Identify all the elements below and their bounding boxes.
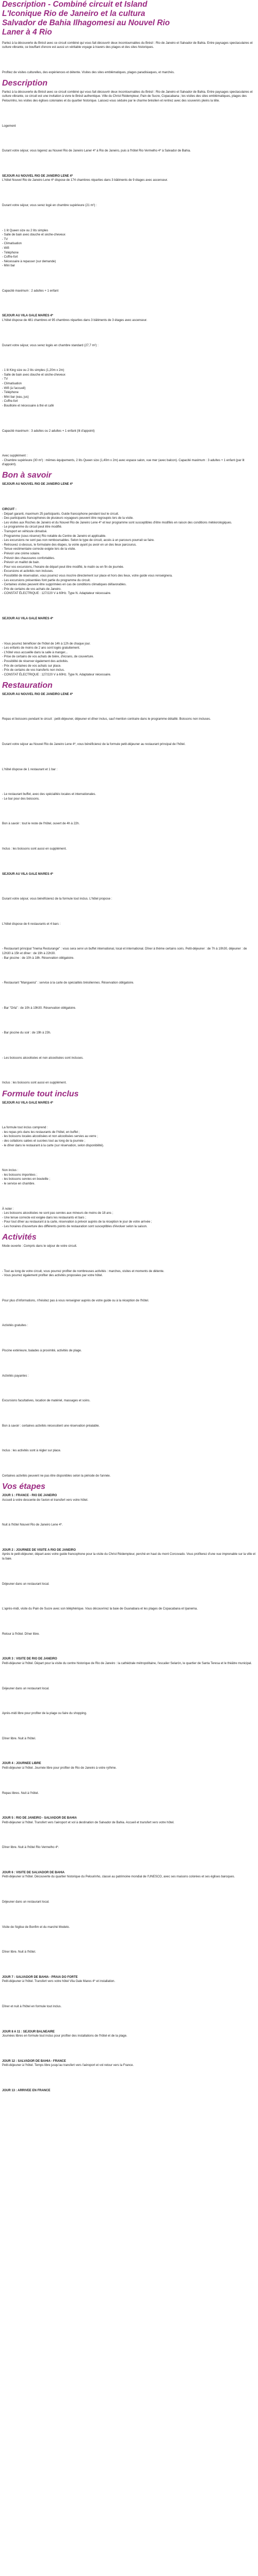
paragraph: Certaines activités peuvent ne pas être disponibles selon la période de l'année. (2, 1474, 111, 1478)
paragraph: - Téléphone (2, 391, 19, 395)
spacer (2, 277, 256, 281)
paragraph: - CONSTAT ÉLECTRIQUE : 127/220 V à 60Hz. Type N. Adaptateur nécessaire. (2, 673, 111, 676)
paragraph: Partez à la découverte du Brésil avec ce circuit combiné qui vous fait découvrir deux incontournables du Brésil : Rio de Janeiro et Salvador de Bahia. Entre paysages spectaculaires et culture vibrante, ce circuit est une invitation à vivre le Brésil authentique. Ville du Christ Rédempteur, Pain de Sucre, Copacabana ; les visites des sites emblématiques, plages des Pelourinho, les visites des églises coloniales et du quartier historique. Laissez-vous séduire par le charme brésilien et rentrez avec des souvenirs pleins la tête. (2, 90, 253, 103)
paragraph: L'hôtel dispose de 6 restaurants et 4 bars : (2, 922, 61, 926)
section (2, 41, 256, 75)
spacer (2, 1386, 256, 1391)
paragraph: - Les boissons alcoolisées et non alcoolisées sont incluses. (2, 1056, 84, 1060)
section-title: Bon à savoir (2, 471, 52, 480)
banner-line: Salvador de Bahia Ilhagomesi au Nouvel Rio (2, 19, 170, 27)
spacer (2, 1858, 256, 1862)
subheading: JOUR 13 : ARRIVEE EN FRANCE (2, 2089, 51, 2092)
paragraph: - Prévoir des chaussures confortables. (2, 556, 55, 560)
paragraph: - Programme (sous réserve) Rio notable du Centre de Janeiro et applicable. (2, 534, 106, 538)
paragraph: Durant votre séjour, vous logerez au Nouvel Rio de Janeiro Laner 4* à Rio de Janeiro, puis à l'hôtel Rio Vermelho 4* à Salvador de Bahia. (2, 149, 191, 153)
paragraph: Déjeuner dans un restaurant local. (2, 1901, 50, 1904)
paragraph: Activités payantes : (2, 1374, 29, 1378)
paragraph: - Une tenue correcte est exigée dans les restaurants et bars ; (2, 1216, 86, 1219)
paragraph: L'hôtel dispose de 481 chambres et 95 chambres réparties dans 3 bâtiments de 3 étages avec ascenseur. (2, 319, 148, 323)
paragraph: - les boissons servies en bouteille ; (2, 1178, 51, 1181)
paragraph: Dîner et nuit à l'hôtel en formule tout inclus. (2, 2005, 62, 2009)
section-title: Formule tout inclus (2, 1089, 79, 1098)
paragraph: Déjeuner dans un restaurant local. (2, 1582, 50, 1586)
spacer (2, 885, 256, 889)
spacer (2, 216, 256, 221)
paragraph: Dîner libre. Nuit à l'hôtel. (2, 1737, 36, 1740)
paragraph: La formule tout inclus comprend : (2, 1126, 48, 1130)
spacer (2, 1749, 256, 1753)
spacer (2, 417, 256, 421)
section (2, 79, 256, 467)
spacer (2, 1620, 256, 1624)
spacer (2, 1963, 256, 1967)
section-title: Description (2, 78, 48, 88)
spacer (2, 1156, 256, 1160)
page (2, 0, 256, 2101)
subheading: SEJOUR AU NOUVEL RIO DE JANEIRO LENE 4* (2, 174, 73, 178)
paragraph: - le dîner dans le restaurant à la carte (sur réservation, selon disponibilité). (2, 1144, 104, 1147)
spacer (2, 969, 256, 973)
section (2, 1233, 256, 1479)
spacer (2, 162, 256, 166)
spacer (2, 1311, 256, 1315)
spacer (2, 994, 256, 998)
paragraph: - Pour vos excursions, l'horaire de départ peut être modifié, le matin ou en fin de journée. (2, 565, 124, 569)
paragraph: Petit-déjeuner à l'hôtel. Transfert vers votre hôtel Vila Gale Mares 4* et installation. (2, 1980, 116, 1984)
paragraph: - Retrouvez ci-dessus, le formulaire des étapes, la voirie ayant pu avoir en un des lieux parcourus. (2, 543, 137, 547)
subheading: JOUR 6 : VISITE DE SALVADOR DE BAHIA (2, 1871, 65, 1874)
spacer (2, 780, 256, 784)
banner-line: L'Iconique Rio de Janeiro et la cultura (2, 9, 146, 18)
paragraph: - Les excursions ne sont pas non remboursables. Selon le type de circuit, accès à un parcours pourrait se faire. (2, 539, 155, 543)
paragraph: Capacité maximum : 2 adultes + 1 enfant (2, 289, 59, 293)
spacer (2, 1462, 256, 1466)
spacer (2, 630, 256, 634)
paragraph: Inclus : les activités sont à régler sur place. (2, 1449, 61, 1453)
subheading: JOUR 7 : SALVADOR DE BAHIA - PRAIA DO FORTE (2, 1975, 78, 1979)
spacer (2, 935, 256, 939)
section-title: Restauration (2, 681, 53, 690)
paragraph: Profitez de visites culturelles, des expériences et détente. Visites des sites emblématiques, plages paradisiaques, et marchés. (2, 71, 175, 74)
paragraph: Mode ouverte : Compris dans le séjour de votre circuit. (2, 1244, 77, 1248)
spacer (2, 58, 256, 62)
paragraph: - Tenue vestimentaire correcte exigée lors de la visite. (2, 548, 76, 551)
paragraph: Dîner libre. Nuit à l'hôtel. (2, 1951, 36, 1954)
spacer (2, 1645, 256, 1649)
paragraph: - Climatisation (2, 382, 22, 386)
paragraph: - Pour tout dîner au restaurant à la carte, réservation à prévoir auprès de la réception le jour de votre arrivée ; (2, 1221, 152, 1224)
paragraph: Activités gratuites : (2, 1324, 28, 1328)
spacer (2, 755, 256, 759)
spacer (2, 191, 256, 195)
paragraph: - Départ garanti, maximum 25 participants. Guide francophone pendant tout le circuit. (2, 512, 119, 516)
spacer (2, 1336, 256, 1341)
paragraph: Non inclus : (2, 1169, 19, 1173)
paragraph: - Bar "Orla" : de 10h à 19h30. Réservation obligatoire. (2, 1006, 76, 1010)
spacer (2, 1724, 256, 1728)
spacer (2, 1044, 256, 1048)
paragraph: Bon à savoir : certaines activités nécessitent une réservation préalable. (2, 1424, 100, 1428)
paragraph: Déjeuner dans un restaurant local. (2, 1687, 50, 1690)
paragraph: - Transport en véhicule climatisé. (2, 530, 47, 534)
spacer (2, 1888, 256, 1892)
subheading: SEJOUR AU VILA GALE MARES 4* (2, 872, 53, 876)
subheading: SEJOUR AU VILA GALE MARES 4* (2, 314, 53, 318)
spacer (2, 1069, 256, 1073)
paragraph: L'hôtel Nouvel Rio de Janeiro Lene 4* dispose de 174 chambres réparties dans 3 bâtiments de 9 étages avec ascenseur. (2, 179, 168, 182)
paragraph: - Prix de certains de vos achats de Janeiro. (2, 587, 62, 591)
paragraph: Durant votre séjour, vous bénéficierez de la formule tout inclus. L'hôtel propose : (2, 897, 112, 901)
spacer (2, 1804, 256, 1808)
paragraph: Petit-déjeuner à l'hôtel. Temps libre jusqu'au transfert vers l'aéroport et vol retour vers la France. (2, 2064, 134, 2067)
paragraph: - Possibilité de réservation, vous pourrez vous inscrire directement sur place et hors des lieux, votre guide vous renseignera. (2, 574, 173, 578)
spacer (2, 705, 256, 709)
spacer (2, 1992, 256, 1996)
paragraph: - Salle de bain avec douche et sèche-cheveux (2, 373, 66, 377)
banner-line: Description - Combiné circuit et Island (2, 0, 148, 9)
subheading: SEJOUR AU NOUVEL RIO DE JANEIRO LENE 4* (2, 483, 73, 486)
spacer (2, 495, 256, 499)
paragraph: - Prix de certains de vos transferts non inclus. (2, 669, 65, 672)
paragraph: Bon à savoir : tout le reste de l'hôtel, ouvert de 4h à 22h. (2, 822, 80, 826)
subheading: SEJOUR AU VILA GALE MARES 4* (2, 1101, 53, 1105)
paragraph: - Nécessaire à repasser (sur demande) (2, 260, 56, 263)
spacer (2, 137, 256, 141)
spacer (2, 1779, 256, 1783)
subheading: JOUR 8 A 11 : SEJOUR BALNEAIRE (2, 2030, 55, 2033)
spacer (2, 835, 256, 839)
paragraph: - TV (2, 378, 8, 381)
section (2, 681, 256, 1086)
spacer (2, 1362, 256, 1366)
spacer (2, 1938, 256, 1942)
spacer (2, 910, 256, 914)
spacer (2, 331, 256, 335)
paragraph: Retour à l'hôtel. Dîner libre. (2, 1632, 40, 1636)
spacer (2, 1570, 256, 1574)
paragraph: Petit-déjeuner à l'hôtel. Journée libre pour profiter de Rio de Janeiro à votre rythme. (2, 1766, 117, 1770)
spacer (2, 2018, 256, 2022)
subheading: JOUR 4 : JOURNEE LIBRE (2, 1762, 41, 1766)
spacer (2, 1511, 256, 1515)
paragraph: Petit-déjeuner à l'hôtel. Découverte du quartier historique du Pelourinho, classé au patrimoine mondial de l'UNESCO, avec ses maisons colorées et ses églises baroques. (2, 1875, 235, 1879)
paragraph: Accueil à votre descente de l'avion et transfert vers votre hôtel. (2, 1498, 88, 1502)
paragraph: - le service en chambre. (2, 1182, 36, 1185)
spacer (2, 112, 256, 116)
paragraph: Durant votre séjour, vous serez logés en chambre standard (27,7 m²) : (2, 344, 99, 347)
paragraph: - Le restaurant buffet, avec des spécialités locales et internationales. (2, 793, 96, 796)
spacer (2, 301, 256, 306)
paragraph: Petit-déjeuner à l'hôtel. Départ pour la visite du centre historique de Rio de Janeiro : la cathédrale métropolitaine, l'escalier Selarón, le quartier de Santa Teresa et le théâtre municipal. (2, 1662, 252, 1665)
paragraph: - Les enfants de moins de 2 ans sont logés gratuitement. (2, 647, 80, 650)
subheading: JOUR 1 : FRANCE - RIO DE JANEIRO (2, 1494, 57, 1497)
paragraph: - les repas pris dans les restaurants de l'hôtel, en buffet ; (2, 1130, 80, 1134)
paragraph: - Prix de certaines de vos achats sur place. (2, 664, 61, 668)
paragraph: Durant votre séjour, vous serez logé en chambre supérieure (21 m²) : (2, 204, 97, 207)
paragraph: - CONSTAT ÉLECTRIQUE : 127/220 V à 60Hz. Type N. Adaptateur nécessaire. (2, 592, 111, 596)
spacer (2, 1699, 256, 1703)
paragraph: - TV (2, 238, 8, 241)
paragraph: - 1 lit King size ou 2 lits simples (1,20m x 2m) (2, 369, 64, 372)
paragraph: - Bouilloire et nécessaire à thé et café (2, 404, 54, 408)
paragraph: Journées libres en formule tout inclus pour profiter des installations de l'hôtel et de la plage. (2, 2035, 127, 2038)
paragraph: Nuit à l'hôtel Nouvel Rio de Janeiro Lene 4*. (2, 1523, 63, 1527)
section (2, 471, 256, 677)
paragraph: - Certaines visites peuvent être supprimées en cas de conditions climatiques défavorables. (2, 583, 127, 587)
paragraph: - Les excursions présentées font partie du programme du circuit. (2, 579, 91, 582)
spacer (2, 1833, 256, 1837)
spacer (2, 2076, 256, 2080)
paragraph: - 1 lit Queen size ou 2 lits simples (2, 229, 49, 232)
paragraph: Après le petit-déjeuner, départ avec votre guide francophone pour la visite du Christ Rédempteur, perché en haut du mont Corcovado. Vous profiterez d'une vue imprenable sur la ville et la baie. (2, 1553, 256, 1561)
paragraph: - Bar piscine : de 10h à 18h. Réservation obligatoire. (2, 956, 74, 960)
spacer (2, 1913, 256, 1917)
paragraph: - Climatisation (2, 242, 22, 246)
paragraph: - les boissons locales alcoolisées et non alcoolisées servies au verre ; (2, 1135, 98, 1139)
paragraph: Repas et boissons pendant le circuit : petit-déjeuner, déjeuner et dîner inclus, sauf mention contraire dans le programme détaillé. Boissons non incluses. (2, 718, 211, 721)
paragraph: - Le programme du circuit peut être modifié. (2, 526, 62, 529)
paragraph: Avec supplément : (2, 454, 28, 458)
paragraph: - Coffre-fort (2, 256, 18, 259)
paragraph: Dîner libre. Nuit à l'hôtel Rio Vermelho 4*. (2, 1846, 59, 1850)
paragraph: - Restaurant principal "Inema Resturange" : vous sera servi un buffet international, local et international. Dîner à thème certains soirs. Petit-déjeuner : de 7h à 10h30, déjeuner : de 12h30 à 15h et dîner : de 19h à 22h30. (2, 947, 247, 955)
paragraph: Après-midi libre pour profiter de la plage ou faire du shopping. (2, 1712, 87, 1716)
paragraph: Repas libres. Nuit à l'hôtel. (2, 1791, 39, 1795)
paragraph: Piscine extérieure, balades à proximité, activités de plage. (2, 1349, 82, 1352)
spacer (2, 604, 256, 608)
subheading: JOUR 5 : RIO DE JANEIRO - SALVADOR DE BAHIA (2, 1817, 77, 1820)
banner (2, 0, 256, 37)
sections (2, 41, 256, 2093)
paragraph: - Le bar pour des boissons. (2, 797, 40, 801)
paragraph: - Les boissons alcoolisées ne sont pas servies aux mineurs de moins de 18 ans ; (2, 1212, 114, 1215)
paragraph: - Vous pourrez bénéficier de l'hôtel de 14h à 12h de chaque jour. (2, 642, 91, 646)
paragraph: - Excursions et activités non incluses. (2, 570, 54, 573)
paragraph: - Mini bar (eau, jus) (2, 395, 29, 399)
spacer (2, 1113, 256, 1117)
paragraph: Partez à la découverte du Brésil avec ce circuit combiné qui vous fait découvrir deux incontournables du Brésil : Rio de Janeiro et Salvador de Bahia. Entre paysages spectaculaires et culture vibrante, ce bouffant d'encre est aussi un véritable voyage à travers des plages et des sites historiques. (2, 41, 253, 49)
paragraph: - Wifi (à l'accueil) (2, 386, 26, 390)
paragraph: - Mini bar (2, 264, 15, 268)
paragraph: Pour plus d'informations, n'hésitez pas à vous renseigner auprès de votre guide ou à la réception de l'hôtel. (2, 1299, 149, 1302)
subheading: CIRCUIT : (2, 508, 17, 512)
paragraph: - Prise de certains de vos achats de bière, d'écrans, de couverture. (2, 655, 94, 659)
paragraph: - Possibilité de réserver également des activités. (2, 659, 69, 663)
paragraph: - Téléphone (2, 251, 19, 255)
spacer (2, 442, 256, 446)
paragraph: À noter : (2, 1207, 14, 1211)
paragraph: - Bar piscine du soir : de 19h à 23h. (2, 1031, 51, 1035)
paragraph: - Chambre supérieure (30 m²) : mêmes équipements, 2 lits Queen size (1,40m x 2m) avec espace salon, vue mer (avec balcon). Capacité maximum : 3 adultes + 1 enfant (par lit d'appoint). (2, 459, 245, 467)
banner-line: Laner à 4 Rio (2, 28, 52, 37)
paragraph: - Des participants francophones de plusieurs voyageurs peuvent être regroupés lors de la visite. (2, 517, 134, 520)
spacer (2, 1019, 256, 1023)
subheading: JOUR 3 : VISITE DE RIO DE JANEIRO (2, 1657, 57, 1661)
paragraph: Capacité maximum : 3 adultes ou 2 adultes + 1 enfant (lit d'appoint) (2, 429, 95, 433)
spacer (2, 1674, 256, 1679)
paragraph: Inclus : les boissons sont aussi en supplément. (2, 847, 67, 851)
paragraph: - Restaurant "Mangueira" : service à la carte de spécialités brésiliennes. Réservation obligatoire. (2, 981, 134, 985)
paragraph: Inclus : les boissons sont aussi en supplément. (2, 1081, 67, 1085)
spacer (2, 860, 256, 864)
spacer (2, 1436, 256, 1440)
spacer (2, 809, 256, 814)
paragraph: L'après-midi, visite du Pain de Sucre avec son téléphérique. Vous découvrirez la baie de Guanabara et les plages de Copacabana et Ipanema. (2, 1607, 198, 1611)
section-title: Vos étapes (2, 1482, 45, 1491)
paragraph: - L'hôtel vous accueille dans la salle à manger... (2, 651, 68, 654)
subheading: JOUR 12 : SALVADOR DE BAHIA - FRANCE (2, 2059, 66, 2063)
paragraph: Durant votre séjour au Nouvel Rio de Janeiro Lene 4*, vous bénéficierez de la formule petit-déjeuner au restaurant principal de l'hôtel. (2, 742, 186, 746)
spacer (2, 356, 256, 360)
spacer (2, 1536, 256, 1540)
paragraph: - Tout au long de votre circuit, vous pourrez profiter de nombreuses activités : marches, visites et moments de détente. (2, 1269, 165, 1273)
paragraph: L'hôtel dispose de 1 restaurant et 1 bar : (2, 768, 58, 771)
paragraph: - les boissons importées ; (2, 1173, 38, 1177)
spacer (2, 2047, 256, 2051)
spacer (2, 1257, 256, 1261)
spacer (2, 1195, 256, 1199)
paragraph: - Les horaires d'ouverture des différents points de restauration sont susceptibles d'évoluer selon la saison. (2, 1225, 148, 1228)
subheading: JOUR 2 : JOURNEE DE VISITE A RIO DE JANEIRO (2, 1548, 76, 1552)
subheading: SEJOUR AU VILA GALE MARES 4* (2, 617, 53, 620)
section (2, 1090, 256, 1229)
paragraph: - des collations salées et sucrées tout au long de la journée ; (2, 1139, 86, 1143)
section (2, 1482, 256, 2093)
paragraph: - Vous pourrez également profiter des activités proposées par votre hôtel. (2, 1274, 103, 1278)
paragraph: - Salle de bain avec douche et sèche-cheveux (2, 233, 66, 237)
spacer (2, 1412, 256, 1416)
spacer (2, 1595, 256, 1599)
paragraph: Excursions facultatives, location de matériel, massages et soins. (2, 1399, 91, 1403)
paragraph: - Prévoir une crème solaire. (2, 552, 40, 555)
spacer (2, 1286, 256, 1291)
section-title: Activités (2, 1232, 37, 1242)
paragraph: - Les visites aux Roches de Janeiro et du Nouvel Rio de Janeiro Lene 4* et leur programme sont susceptibles d'être modifiés en raison des conditions météorologiques. (2, 521, 232, 524)
subheading: SEJOUR AU NOUVEL RIO DE JANEIRO LENE 4* (2, 692, 73, 696)
paragraph: Logement (2, 124, 16, 128)
spacer (2, 730, 256, 734)
paragraph: Visite de l'église de Bonfim et du marché Modelo. (2, 1925, 70, 1929)
paragraph: - Wifi (2, 246, 9, 250)
paragraph: - Coffre-fort (2, 400, 18, 403)
paragraph: - Prévoir un maillot de bain. (2, 561, 40, 565)
paragraph: Petit-déjeuner à l'hôtel. Transfert vers l'aéroport et vol à destination de Salvador de Bahia. Accueil et transfert vers votre hôtel. (2, 1821, 174, 1824)
